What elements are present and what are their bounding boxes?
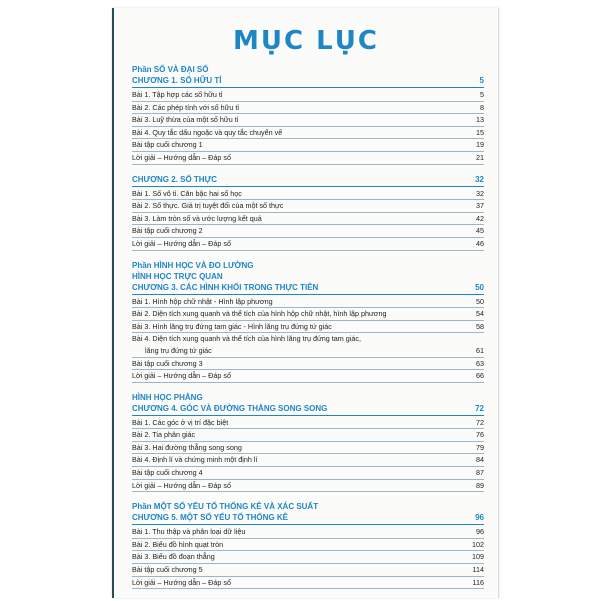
entry-title: Bài 1. Hình hộp chữ nhật - Hình lập phương — [132, 296, 273, 306]
part-heading: Phần SỐ VÀ ĐẠI SỐ — [132, 65, 209, 74]
entry-page-number: 42 — [476, 213, 484, 223]
entry-page-number: 87 — [476, 468, 484, 478]
toc-entry — [132, 551, 484, 564]
entry-title: Bài tập cuối chương 2 — [132, 226, 203, 236]
toc-entry — [132, 188, 484, 201]
entry-page-number — [462, 333, 484, 345]
toc-section — [132, 392, 484, 493]
entry-title: Bài 4. Diện tích xung quanh và thể tích của hình lăng trụ đứng tam giác, — [132, 334, 361, 344]
entry-title: Bài tập cuối chương 3 — [132, 358, 203, 368]
entry-title: Lời giải – Hướng dẫn – Đáp số — [132, 577, 231, 587]
part-heading: Phần MỘT SỐ YẾU TỐ THỐNG KÊ VÀ XÁC SUẤT — [132, 502, 319, 512]
entry-title: Bài 4. Định lí và chứng minh một định lí — [132, 455, 258, 465]
toc-section — [132, 174, 484, 251]
entry-title: Bài 3. Hình lăng trụ đứng tam giác - Hình lăng trụ đứng tứ giác — [132, 321, 332, 331]
entry-page-number: 84 — [476, 455, 484, 465]
toc-entry — [132, 333, 484, 345]
entry-page-number: 13 — [476, 115, 484, 125]
chapter-heading — [132, 512, 484, 525]
entry-title: Bài 3. Hai đường thẳng song song — [132, 442, 242, 452]
entry-page-number: 46 — [476, 238, 484, 248]
entry-title: Bài 2. Các phép tính với số hữu tỉ — [132, 102, 240, 112]
entry-page-number: 102 — [472, 539, 484, 549]
chapter-title: CHƯƠNG 2. SỐ THỰC — [132, 174, 217, 184]
chapter-heading — [132, 282, 484, 295]
entry-title: Bài 3. Biểu đồ đoạn thẳng — [132, 552, 215, 562]
toc-entry — [132, 102, 484, 115]
entry-title: Bài 2. Diện tích xung quanh và thể tích của hình hộp chữ nhật, hình lập phương — [132, 309, 387, 319]
entry-title: Lời giải – Hướng dẫn – Đáp số — [132, 371, 231, 381]
entry-page-number: 45 — [476, 226, 484, 236]
entry-title: Bài 4. Quy tắc dấu ngoặc và quy tắc chuyển vế — [132, 127, 283, 137]
toc-entry — [132, 127, 484, 140]
toc-entry — [132, 114, 484, 127]
chapter-page-number: 50 — [475, 282, 484, 292]
book-page — [112, 8, 499, 598]
entry-page-number: 72 — [476, 417, 484, 427]
toc-entry — [132, 225, 484, 238]
chapter-page-number: 96 — [475, 513, 484, 523]
entry-title: Lời giải – Hướng dẫn – Đáp số — [132, 480, 231, 490]
entry-page-number: 5 — [480, 90, 484, 99]
chapter-heading — [132, 403, 484, 416]
entry-page-number: 96 — [476, 527, 484, 537]
part-heading: HÌNH HỌC TRỰC QUAN — [132, 271, 223, 281]
chapter-heading — [132, 75, 484, 88]
chapter-heading — [132, 174, 484, 187]
chapter-title: CHƯƠNG 5. MỘT SỐ YẾU TỐ THỐNG KÊ — [132, 513, 288, 523]
entry-page-number: 58 — [476, 321, 484, 331]
toc-entry — [132, 358, 484, 371]
toc-section — [132, 501, 484, 589]
entry-title: Lời giải – Hướng dẫn – Đáp số — [132, 152, 231, 162]
entry-page-number: 114 — [472, 565, 484, 575]
toc-entry — [132, 429, 484, 442]
chapter-page-number: 32 — [475, 174, 484, 184]
entry-title: Bài 1. Các góc ở vị trí đặc biệt — [132, 417, 229, 427]
toc-entry — [132, 139, 484, 152]
chapter-title: CHƯƠNG 4. GÓC VÀ ĐƯỜNG THẲNG SONG SONG — [132, 403, 328, 413]
toc-section — [132, 260, 484, 383]
toc-entry — [132, 526, 484, 539]
toc-entry — [132, 89, 484, 102]
entry-title: Bài 1. Số vô tỉ. Căn bậc hai số học — [132, 188, 242, 198]
toc-entry — [132, 308, 484, 321]
entry-page-number: 79 — [476, 442, 484, 452]
entry-page-number: 109 — [472, 552, 484, 562]
toc-entry — [132, 200, 484, 213]
entry-title: Bài 3. Làm tròn số và ước lượng kết quả — [132, 213, 262, 223]
entry-page-number: 32 — [476, 188, 484, 198]
entry-title: Bài tập cuối chương 4 — [132, 468, 203, 478]
toc-entry — [132, 564, 484, 577]
entry-title: Bài tập cuối chương 1 — [132, 140, 203, 150]
toc-entry — [132, 213, 484, 226]
entry-title: Lời giải – Hướng dẫn – Đáp số — [132, 238, 231, 248]
toc-entry — [132, 370, 484, 383]
entry-page-number: 116 — [472, 577, 484, 587]
toc-entry — [132, 321, 484, 334]
entry-title: Bài 2. Tia phân giác — [132, 430, 196, 440]
entry-page-number: 21 — [476, 152, 484, 162]
entry-title: Bài 1. Tập hợp các số hữu tỉ — [132, 90, 223, 99]
entry-page-number: 76 — [476, 430, 484, 440]
entry-page-number: 61 — [476, 345, 484, 355]
toc-entry — [132, 480, 484, 493]
toc-entry — [132, 454, 484, 467]
entry-page-number: 54 — [476, 309, 484, 319]
toc-entry — [132, 296, 484, 309]
entry-title: lăng trụ đứng tứ giác — [145, 345, 212, 355]
entry-title: Bài 2. Số thực. Giá trị tuyệt đối của một số thực — [132, 201, 284, 211]
toc-entry — [132, 442, 484, 455]
entry-page-number: 37 — [476, 201, 484, 211]
toc-entry — [132, 417, 484, 430]
part-heading: Phần HÌNH HỌC VÀ ĐO LƯỜNG — [132, 260, 254, 270]
page-title: MỤC LỤC — [233, 26, 379, 56]
entry-page-number: 8 — [480, 102, 484, 112]
part-heading: HÌNH HỌC PHẲNG — [132, 392, 203, 402]
toc-entry — [132, 539, 484, 552]
toc-entry — [132, 238, 484, 251]
chapter-title: CHƯƠNG 1. SỐ HỮU TỈ — [132, 76, 222, 85]
toc-entry — [132, 577, 484, 590]
table-of-contents — [132, 64, 484, 589]
entry-page-number: 15 — [476, 127, 484, 137]
entry-page-number: 66 — [476, 371, 484, 381]
entry-title: Bài 1. Thu thập và phân loại dữ liệu — [132, 527, 246, 537]
chapter-page-number: 5 — [479, 76, 484, 85]
entry-page-number: 89 — [476, 480, 484, 490]
chapter-title: CHƯƠNG 3. CÁC HÌNH KHỐI TRONG THỰC TIỄN — [132, 282, 319, 292]
entry-title: Bài tập cuối chương 5 — [132, 565, 203, 575]
entry-page-number: 19 — [476, 140, 484, 150]
toc-entry — [132, 152, 484, 165]
entry-page-number: 50 — [476, 296, 484, 306]
toc-entry — [132, 467, 484, 480]
entry-page-number: 63 — [476, 358, 484, 368]
toc-section — [132, 64, 484, 165]
entry-title: Bài 3. Luỹ thừa của một số hữu tỉ — [132, 115, 239, 125]
chapter-page-number: 72 — [475, 403, 484, 413]
toc-entry — [132, 345, 484, 358]
entry-title: Bài 2. Biểu đồ hình quạt tròn — [132, 539, 224, 549]
